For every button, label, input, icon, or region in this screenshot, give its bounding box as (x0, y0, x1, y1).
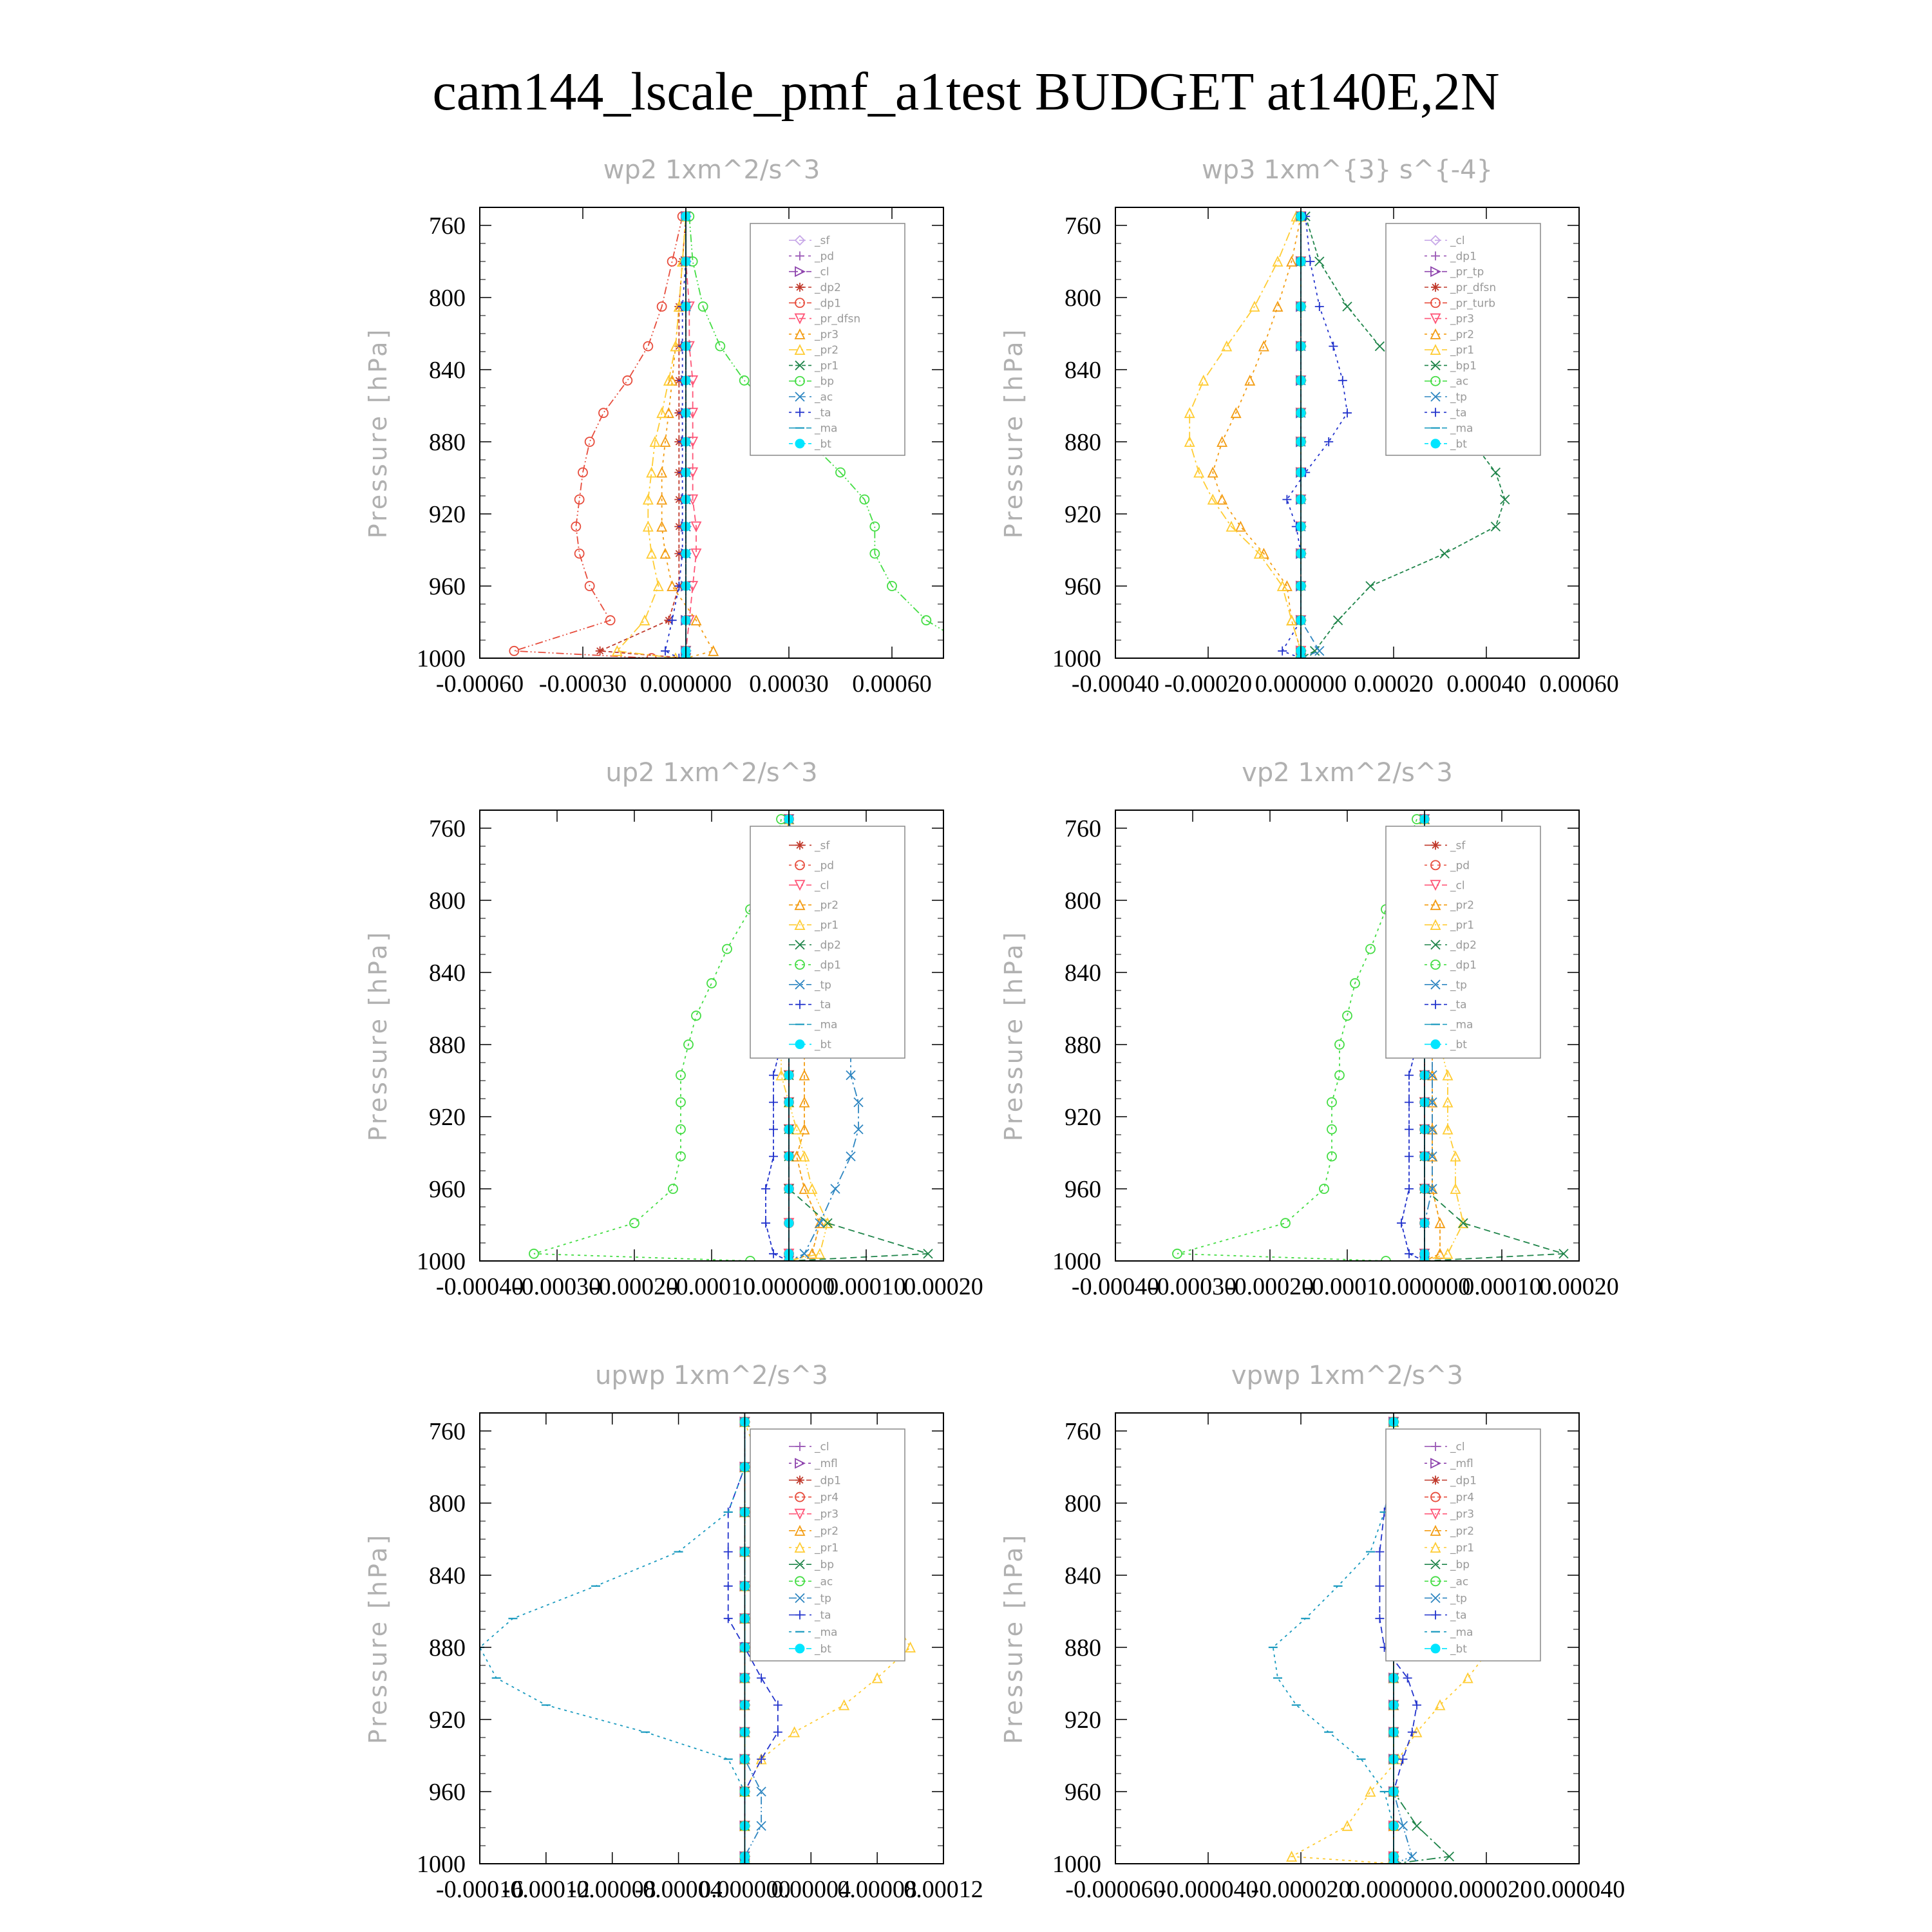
y-tick-label: 840 (1065, 357, 1101, 384)
y-axis-label: Pressure [hPa] (364, 929, 392, 1142)
legend-entry: _pr2 (1450, 899, 1475, 913)
x-tick-label: -0.00008 (568, 1876, 656, 1903)
x-tick-label: -0.00012 (502, 1876, 590, 1903)
legend-marker (795, 1040, 804, 1049)
y-tick-label: 800 (1065, 1490, 1101, 1517)
x-tick-label: -0.000060 (1065, 1876, 1166, 1903)
legend (1386, 826, 1540, 1058)
legend-marker (1431, 1040, 1440, 1049)
legend-entry: _bp (1450, 1558, 1470, 1572)
legend-entry: _pr3 (815, 328, 839, 341)
legend-entry: _sf (815, 234, 830, 248)
x-tick-label: 0.00020 (904, 1273, 983, 1300)
y-tick-label: 880 (1065, 1032, 1101, 1059)
y-tick-label: 920 (429, 501, 466, 528)
y-tick-label: 1000 (1052, 1851, 1101, 1878)
y-tick-label: 760 (1065, 1418, 1101, 1445)
legend-entry: _sf (815, 839, 830, 853)
y-tick-label: 800 (1065, 887, 1101, 914)
y-tick-label: 1000 (417, 1248, 466, 1275)
legend-entry: _dp1 (1450, 1474, 1477, 1488)
legend-entry: _cl (815, 879, 829, 893)
x-tick-label: -0.00020 (1226, 1273, 1314, 1300)
x-tick-label: 0.000000 (699, 1876, 791, 1903)
legend-entry: _pr4 (1450, 1491, 1475, 1504)
legend-entry: _ma (815, 422, 838, 435)
y-tick-label: 1000 (417, 1851, 466, 1878)
y-tick-label: 840 (429, 1562, 466, 1589)
legend-entry: _pr2 (815, 899, 839, 913)
legend-entry: _ma (1450, 422, 1473, 435)
legend-entry: _tp (1450, 978, 1467, 992)
y-tick-label: 800 (429, 1490, 466, 1517)
y-tick-label: 760 (429, 213, 466, 240)
x-tick-label: -0.00020 (590, 1273, 679, 1300)
figure-title: cam144_lscale_pmf_a1test BUDGET at140E,2N (432, 62, 1500, 122)
x-tick-label: -0.00004 (634, 1876, 723, 1903)
legend-entry: _ma (815, 1625, 838, 1639)
legend-entry: _bp (815, 375, 835, 388)
x-tick-label: 0.00004 (771, 1876, 851, 1903)
x-tick-label: -0.00040 (1071, 1273, 1160, 1300)
legend-entry: _pr2 (815, 344, 839, 357)
x-tick-label: 0.00060 (852, 670, 932, 697)
chart-title: wp3 1xm^{3} s^{-4} (1201, 155, 1493, 185)
legend-entry: _tp (815, 978, 831, 992)
x-tick-label: -0.00020 (1164, 670, 1253, 697)
y-tick-label: 1000 (417, 645, 466, 672)
x-tick-label: -0.00040 (435, 1273, 524, 1300)
x-tick-label: 0.00012 (904, 1876, 983, 1903)
chart-title: vpwp 1xm^2/s^3 (1231, 1361, 1464, 1390)
legend-entry: _cl (1450, 1441, 1465, 1454)
x-tick-label: 0.00030 (749, 670, 829, 697)
legend-entry: _cl (815, 1441, 829, 1454)
legend-entry: _pr2 (1450, 328, 1475, 341)
y-tick-label: 880 (429, 429, 466, 456)
y-tick-label: 1000 (1052, 645, 1101, 672)
legend-entry: _pr_dfsn (815, 312, 861, 326)
legend (750, 223, 905, 455)
x-tick-label: 0.000000 (1378, 1273, 1471, 1300)
legend-marker (1431, 1475, 1440, 1484)
x-tick-label: -0.000040 (1158, 1876, 1258, 1903)
y-tick-label: 960 (1065, 573, 1101, 600)
chart-title: wp2 1xm^2/s^3 (603, 155, 820, 185)
legend-entry: _ta (815, 406, 831, 420)
y-tick-label: 880 (1065, 429, 1101, 456)
legend-entry: _dp1 (1450, 958, 1477, 972)
y-tick-label: 760 (429, 815, 466, 842)
legend-entry: _bt (1450, 1642, 1467, 1656)
legend-entry: _ta (815, 1609, 831, 1622)
legend-entry: _pr1 (815, 1542, 839, 1555)
legend-marker (795, 283, 804, 292)
y-tick-label: 800 (1065, 285, 1101, 312)
chart-title: up2 1xm^2/s^3 (605, 758, 818, 788)
y-tick-label: 920 (429, 1104, 466, 1131)
legend-entry: _pr2 (815, 1524, 839, 1538)
legend-entry: _pr_turb (1450, 297, 1496, 310)
legend-entry: _mfl (1450, 1457, 1473, 1471)
legend-entry: _ma (815, 1018, 838, 1032)
legend-entry: _bt (815, 1038, 831, 1052)
y-tick-label: 960 (429, 1176, 466, 1203)
x-tick-label: -0.00010 (667, 1273, 756, 1300)
legend-entry: _dp1 (815, 297, 841, 310)
y-tick-label: 800 (429, 285, 466, 312)
y-tick-label: 920 (1065, 501, 1101, 528)
legend-entry: _sf (1450, 839, 1466, 853)
legend-entry: _bt (815, 1642, 831, 1656)
x-tick-label: 0.000040 (1533, 1876, 1625, 1903)
legend-entry: _dp1 (1450, 250, 1477, 263)
legend-entry: _tp (1450, 1592, 1467, 1605)
x-tick-label: -0.00016 (435, 1876, 524, 1903)
legend-entry: _dp2 (815, 281, 841, 294)
x-tick-label: 0.00040 (1446, 670, 1526, 697)
y-tick-label: 960 (1065, 1779, 1101, 1806)
x-tick-label: -0.00040 (1071, 670, 1160, 697)
x-tick-label: 0.000000 (1255, 670, 1347, 697)
legend-marker (1431, 1644, 1440, 1653)
legend (1386, 1429, 1540, 1661)
legend-entry: _dp1 (815, 1474, 841, 1488)
x-tick-label: -0.000020 (1251, 1876, 1351, 1903)
legend-entry: _tp (1450, 391, 1467, 404)
x-tick-label: 0.00060 (1539, 670, 1619, 697)
chart-title: vp2 1xm^2/s^3 (1242, 758, 1453, 788)
x-tick-label: 0.00020 (1539, 1273, 1619, 1300)
x-tick-label: 0.000000 (1347, 1876, 1440, 1903)
y-tick-label: 840 (1065, 960, 1101, 987)
y-axis-label: Pressure [hPa] (999, 327, 1028, 539)
legend-entry: _pr1 (815, 359, 839, 373)
legend-entry: _bp (815, 1558, 835, 1572)
legend-entry: _bp1 (1450, 359, 1477, 373)
legend (1386, 223, 1540, 455)
y-tick-label: 960 (429, 1779, 466, 1806)
legend-entry: _cl (1450, 234, 1465, 248)
y-tick-label: 960 (429, 573, 466, 600)
legend-entry: _ac (815, 391, 833, 404)
legend-entry: _pr2 (1450, 1524, 1475, 1538)
y-tick-label: 840 (1065, 1562, 1101, 1589)
y-tick-label: 880 (1065, 1634, 1101, 1662)
legend-entry: _ma (1450, 1018, 1473, 1032)
y-tick-label: 880 (429, 1032, 466, 1059)
legend-entry: _cl (815, 265, 829, 279)
legend-entry: _pd (1450, 859, 1470, 873)
legend-entry: _ac (815, 1575, 833, 1589)
legend-entry: _pr1 (1450, 919, 1475, 933)
legend-marker (795, 439, 804, 448)
x-tick-label: 0.00020 (1354, 670, 1434, 697)
x-tick-label: 0.000020 (1440, 1876, 1533, 1903)
x-tick-label: -0.00010 (1303, 1273, 1392, 1300)
legend-entry: _pd (815, 250, 835, 263)
y-tick-label: 800 (429, 887, 466, 914)
legend-entry: _pr_dfsn (1450, 281, 1497, 294)
legend-entry: _ac (1450, 1575, 1469, 1589)
legend-entry: _tp (815, 1592, 831, 1605)
legend-entry: _pr1 (1450, 1542, 1475, 1555)
legend-entry: _pr4 (815, 1491, 839, 1504)
chart-title: upwp 1xm^2/s^3 (595, 1361, 828, 1390)
y-axis-label: Pressure [hPa] (999, 1532, 1028, 1745)
legend-entry: _cl (1450, 879, 1465, 893)
legend-entry: _pr1 (815, 919, 839, 933)
legend-entry: _dp1 (815, 958, 841, 972)
y-tick-label: 880 (429, 1634, 466, 1662)
y-tick-label: 760 (429, 1418, 466, 1445)
legend-entry: _ta (815, 998, 831, 1012)
legend-entry: _ma (1450, 1625, 1473, 1639)
y-tick-label: 840 (429, 960, 466, 987)
x-tick-label: 0.000000 (743, 1273, 835, 1300)
y-tick-label: 1000 (1052, 1248, 1101, 1275)
y-tick-label: 920 (1065, 1104, 1101, 1131)
legend-entry: _bt (1450, 1038, 1467, 1052)
legend-entry: _pr3 (1450, 1508, 1475, 1521)
y-tick-label: 760 (1065, 213, 1101, 240)
legend-marker (795, 1475, 804, 1484)
y-tick-label: 960 (1065, 1176, 1101, 1203)
legend (750, 1429, 905, 1661)
legend (750, 826, 905, 1058)
y-tick-label: 760 (1065, 815, 1101, 842)
y-axis-label: Pressure [hPa] (364, 327, 392, 539)
legend-entry: _ta (1450, 998, 1467, 1012)
legend-marker (1431, 439, 1440, 448)
legend-entry: _bt (1450, 437, 1467, 451)
y-tick-label: 920 (1065, 1707, 1101, 1734)
x-tick-label: 0.00010 (826, 1273, 906, 1300)
x-tick-label: 0.000000 (639, 670, 732, 697)
legend-entry: _dp2 (815, 939, 841, 952)
x-tick-label: 0.00010 (1462, 1273, 1542, 1300)
x-tick-label: 0.00008 (837, 1876, 917, 1903)
legend-entry: _ta (1450, 1609, 1467, 1622)
y-axis-label: Pressure [hPa] (364, 1532, 392, 1745)
x-tick-label: -0.00030 (1148, 1273, 1237, 1300)
y-tick-label: 920 (429, 1707, 466, 1734)
y-tick-label: 840 (429, 357, 466, 384)
legend-entry: _bt (815, 437, 831, 451)
legend-entry: _ta (1450, 406, 1467, 420)
legend-entry: _pd (815, 859, 835, 873)
x-tick-label: -0.00060 (435, 670, 524, 697)
legend-entry: _pr_tp (1450, 265, 1484, 279)
x-tick-label: -0.00030 (513, 1273, 601, 1300)
legend-entry: _pr3 (1450, 312, 1475, 326)
legend-entry: _pr1 (1450, 344, 1475, 357)
legend-entry: _dp2 (1450, 939, 1477, 952)
legend-entry: _ac (1450, 375, 1469, 388)
legend-marker (795, 1644, 804, 1653)
x-tick-label: -0.00030 (538, 670, 627, 697)
legend-marker (1431, 283, 1440, 292)
legend-entry: _pr3 (815, 1508, 839, 1521)
y-axis-label: Pressure [hPa] (999, 929, 1028, 1142)
legend-entry: _mfl (815, 1457, 838, 1471)
